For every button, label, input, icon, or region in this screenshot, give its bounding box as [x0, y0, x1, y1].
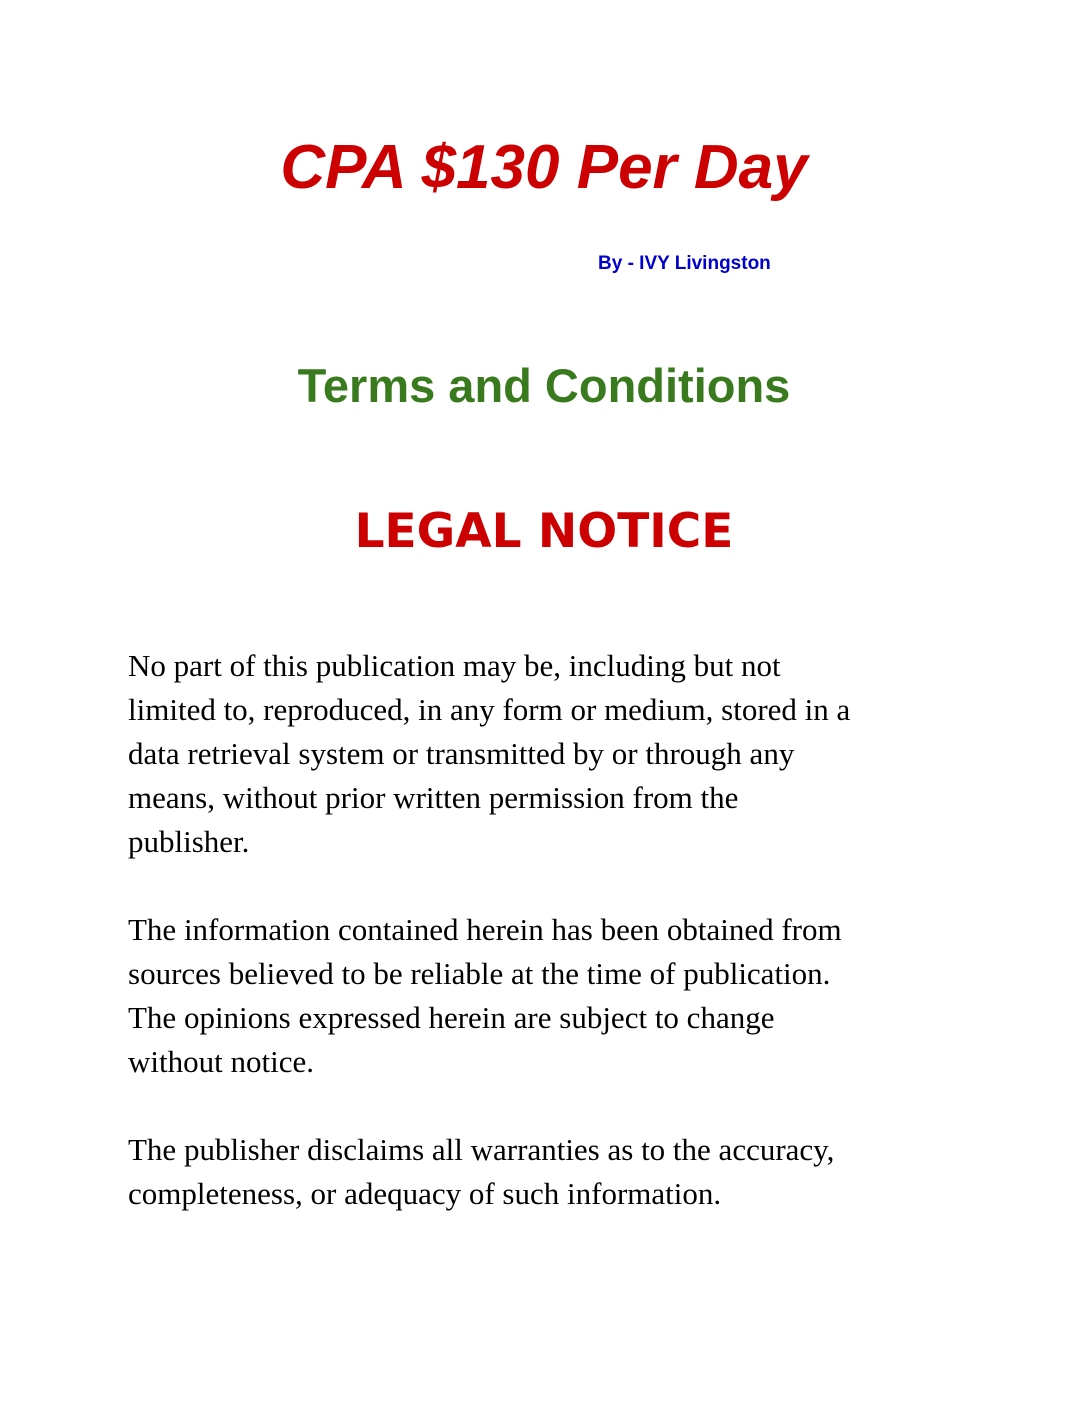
paragraph-line: limited to, reproduced, in any form or medium, stored in a — [128, 692, 851, 727]
paragraph-reproduction — [128, 644, 968, 864]
paragraph-line: means, without prior written permission from the — [128, 780, 739, 815]
paragraph-line: The information contained herein has been obtained from — [128, 912, 842, 947]
paragraph-line: data retrieval system or transmitted by or through any — [128, 736, 795, 771]
legal-notice-heading: LEGAL NOTICE — [354, 504, 734, 559]
paragraph-information — [128, 908, 968, 1084]
paragraph-line: without notice. — [128, 1044, 314, 1079]
paragraph-line: The publisher disclaims all warranties as to the accuracy, — [128, 1132, 835, 1167]
document-title: CPA $130 Per Day — [280, 133, 808, 202]
paragraph-line: completeness, or adequacy of such information. — [128, 1176, 722, 1211]
paragraph-line: No part of this publication may be, including but not — [128, 648, 781, 683]
section-subtitle: Terms and Conditions — [297, 359, 791, 412]
paragraph-line: sources believed to be reliable at the time of publication. — [128, 956, 831, 991]
paragraph-line: The opinions expressed herein are subject to change — [128, 1000, 775, 1035]
paragraph-disclaimer — [128, 1128, 968, 1216]
author-byline: By - IVY Livingston — [598, 253, 771, 274]
paragraph-line: publisher. — [128, 824, 250, 859]
